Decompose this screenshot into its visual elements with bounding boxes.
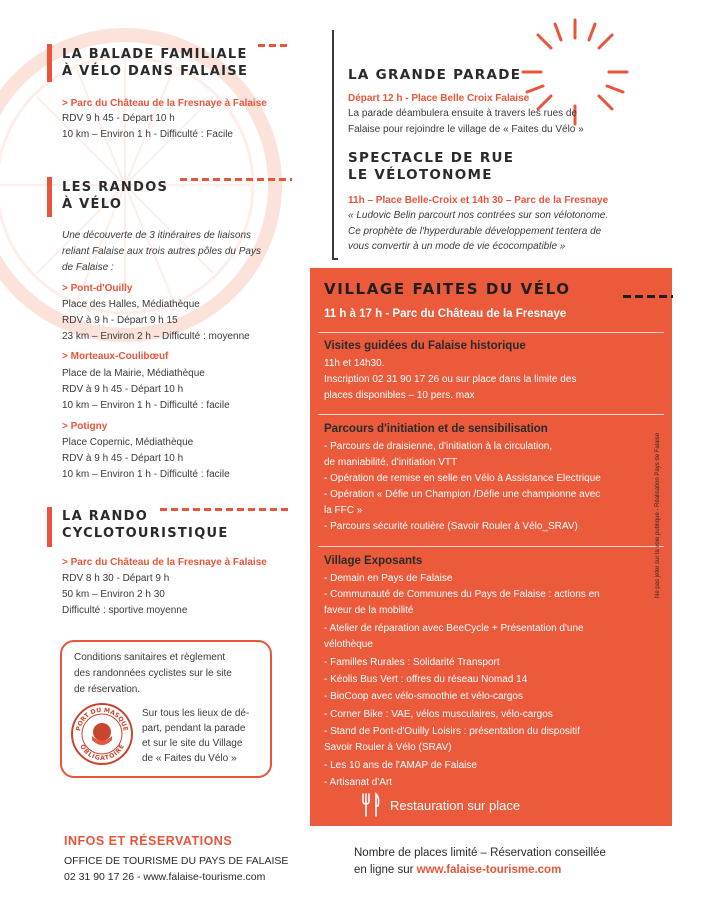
badge-bottom-text: OBLIGATOIRE <box>78 743 126 763</box>
balade-dash <box>258 44 290 47</box>
footer-note-prefix: en ligne sur <box>354 864 417 876</box>
cyclo-title <box>62 508 229 542</box>
conditions-line: Conditions sanitaires et règlement <box>74 652 226 663</box>
visites-line: 11h et 14h30. <box>324 358 385 369</box>
exposant-line: - Les 10 ans de l'AMAP de Falaise <box>324 760 477 771</box>
footer-heading: INFOS ET RÉSERVATIONS <box>64 834 233 848</box>
exposant-line: - Atelier de réparation avec BeeCycle + Présentation d'une <box>324 623 584 634</box>
parade-frame-line <box>332 30 334 260</box>
cyclo-title-line1: LA RANDO <box>62 509 149 524</box>
route-name: > Potigny <box>62 421 108 432</box>
restauration-label: Restauration sur place <box>390 797 521 813</box>
panel-separator <box>318 332 664 333</box>
village-title: VILLAGE FAITES DU VÉLO <box>324 280 571 298</box>
spectacle-line: Ce prophète de l'hyperdurable développement tentera de <box>348 226 602 237</box>
mask-line: Sur tous les lieux de dé- <box>142 708 250 719</box>
cyclo-accent-bar <box>47 507 52 547</box>
route-line: RDV à 9 h - Départ 9 h 15 <box>62 315 178 326</box>
visites-heading: Visites guidées du Falaise historique <box>324 340 526 352</box>
route-name: > Pont-d'Ouilly <box>62 283 133 294</box>
visites-line: places disponibles – 10 pers. max <box>324 390 475 401</box>
conditions-text <box>74 650 232 698</box>
exposant-line: - Communauté de Communes du Pays de Falaise : actions en <box>324 589 600 600</box>
spectacle-time: 11h – Place Belle-Croix et 14h 30 – Parc de la Fresnaye <box>348 195 609 206</box>
exposant-line: - Stand de Pont-d'Ouilly Loisirs : présentation du dispositif <box>324 726 580 737</box>
conditions-line: des randonnées cyclistes sur le site <box>74 668 232 679</box>
randos-title <box>62 179 168 213</box>
balade-rdv: RDV 9 h 45 - Départ 10 h <box>62 113 175 124</box>
route-line: 10 km – Environ 1 h - Difficulté : facile <box>62 400 230 411</box>
exposant-line: Savoir Rouler à Vélo (SRAV) <box>324 742 452 753</box>
exposant-line: - Corner Bike : VAE, vélos musculaires, vélo-cargos <box>324 709 553 720</box>
spectacle-title-line1: SPECTACLE DE RUE <box>348 150 515 166</box>
cyclo-line: RDV 8 h 30 - Départ 9 h <box>62 573 170 584</box>
exposants-heading: Village Exposants <box>324 555 423 567</box>
restauration <box>360 792 520 818</box>
footer-note-line2 <box>354 864 561 876</box>
route-line: 10 km – Environ 1 h - Difficulté : facile <box>62 469 230 480</box>
panel-separator <box>318 414 664 415</box>
village-dash <box>623 295 673 298</box>
parcours-heading: Parcours d'initiation et de sensibilisation <box>324 423 548 435</box>
spectacle-line: « Ludovic Belin parcourt nos contrées sur son vélotonome. <box>348 210 609 221</box>
parcours-line: - Parcours sécurité routière (Savoir Rouler à Vélo_SRAV) <box>324 521 578 532</box>
mask-line: et sur le site du Village <box>142 738 243 749</box>
village-subtitle: 11 h à 17 h - Parc du Château de la Fresnaye <box>324 308 567 320</box>
footer-website-link[interactable]: www.falaise-tourisme.com <box>416 864 562 876</box>
footer-office: OFFICE DE TOURISME DU PAYS DE FALAISE <box>64 855 289 867</box>
randos-title-line1: LES RANDOS <box>62 180 169 195</box>
balade-info: 10 km – Environ 1 h - Difficulté : Facile <box>62 129 233 140</box>
spectacle-title-line2: LE VÉLOTONOME <box>348 167 493 183</box>
exposant-line: - Kéolis Bus Vert : offres du réseau Nomad 14 <box>324 674 528 685</box>
parcours-line: la FFC » <box>324 505 363 516</box>
exposant-line: vélothèque <box>324 639 373 650</box>
route-line: Place des Halles, Médiathèque <box>62 299 200 310</box>
parade-frame-corner <box>332 258 338 260</box>
route-line: RDV à 9 h 45 - Départ 10 h <box>62 384 184 395</box>
parcours-line: - Opération « Défie un Champion /Défie une championne avec <box>324 489 601 500</box>
balade-title <box>62 46 248 80</box>
spectacle-line: vous convertir à un mode de vie écocompatible » <box>348 241 566 252</box>
mask-line: part, pendant la parade <box>142 723 246 734</box>
badge-top-text: PORT DU MASQUE <box>75 706 129 732</box>
cyclo-line: 50 km – Environ 2 h 30 <box>62 589 165 600</box>
route-line: Place de la Mairie, Médiathèque <box>62 368 205 379</box>
exposant-line: - Demain en Pays de Falaise <box>324 573 453 584</box>
parade-line: La parade déambulera ensuite à travers les rues de <box>348 108 578 119</box>
visites-line: Inscription 02 31 90 17 26 ou sur place dans la limite des <box>324 374 577 385</box>
parade-line: Falaise pour rejoindre le village de « Faites du Vélo » <box>348 124 584 135</box>
route-line: 23 km – Environ 2 h – Difficulté : moyenne <box>62 331 250 342</box>
cyclo-line: Difficulté : sportive moyenne <box>62 605 188 616</box>
randos-accent-bar <box>47 177 52 217</box>
parcours-line: de maniabilité, d'initiation VTT <box>324 457 458 468</box>
panel-separator <box>318 546 664 547</box>
footer-note-line1: Nombre de places limité – Réservation conseillée <box>354 847 606 859</box>
balade-title-line2: À VÉLO DANS FALAISE <box>62 64 249 79</box>
spectacle-title <box>348 150 514 184</box>
randos-intro-1: Une découverte de 3 itinéraires de liaisons <box>62 230 251 241</box>
parade-time: Départ 12 h - Place Belle Croix Falaise <box>348 93 530 104</box>
balade-place: > Parc du Château de la Fresnaye à Falaise <box>62 98 267 109</box>
randos-intro-2: reliant Falaise aux trois autres pôles du Pays <box>62 246 261 257</box>
conditions-box <box>60 640 272 778</box>
route-name: > Morteaux-Coulibœuf <box>62 351 169 362</box>
cyclo-dash <box>160 508 288 511</box>
balade-accent-bar <box>47 44 52 82</box>
mask-text <box>142 706 249 766</box>
randos-dash <box>180 178 292 181</box>
parcours-line: - Parcours de draisienne, d'initiation à la circulation, <box>324 441 553 452</box>
village-panel <box>310 268 672 826</box>
side-note: Ne pas jeter sur la voie publique - Réalisation Pays de Falaise <box>655 432 661 598</box>
randos-intro-3: de Falaise : <box>62 262 114 273</box>
fork-knife-icon <box>360 792 382 818</box>
exposant-line: - BioCoop avec vélo-smoothie et vélo-cargos <box>324 691 523 702</box>
parade-title: LA GRANDE PARADE <box>348 67 522 83</box>
balade-title-line1: LA BALADE FAMILIALE <box>62 47 248 62</box>
randos-title-line2: À VÉLO <box>62 197 123 212</box>
cyclo-place: > Parc du Château de la Fresnaye à Falaise <box>62 557 267 568</box>
conditions-line: de réservation. <box>74 684 141 695</box>
mask-badge-icon <box>70 702 134 766</box>
exposant-line: - Artisanat d'Art <box>324 777 393 788</box>
footer-contact: 02 31 90 17 26 - www.falaise-tourisme.com <box>64 871 266 883</box>
route-line: RDV à 9 h 45 - Départ 10 h <box>62 453 184 464</box>
exposant-line: - Familles Rurales : Solidarité Transport <box>324 657 500 668</box>
route-line: Place Copernic, Médiathèque <box>62 437 194 448</box>
mask-line: de « Faites du Vélo » <box>142 753 237 764</box>
parcours-line: - Opération de remise en selle en Vélo à Assistance Electrique <box>324 473 601 484</box>
cyclo-title-line2: CYCLOTOURISTIQUE <box>62 526 229 541</box>
exposant-line: faveur de la mobilité <box>324 605 414 616</box>
